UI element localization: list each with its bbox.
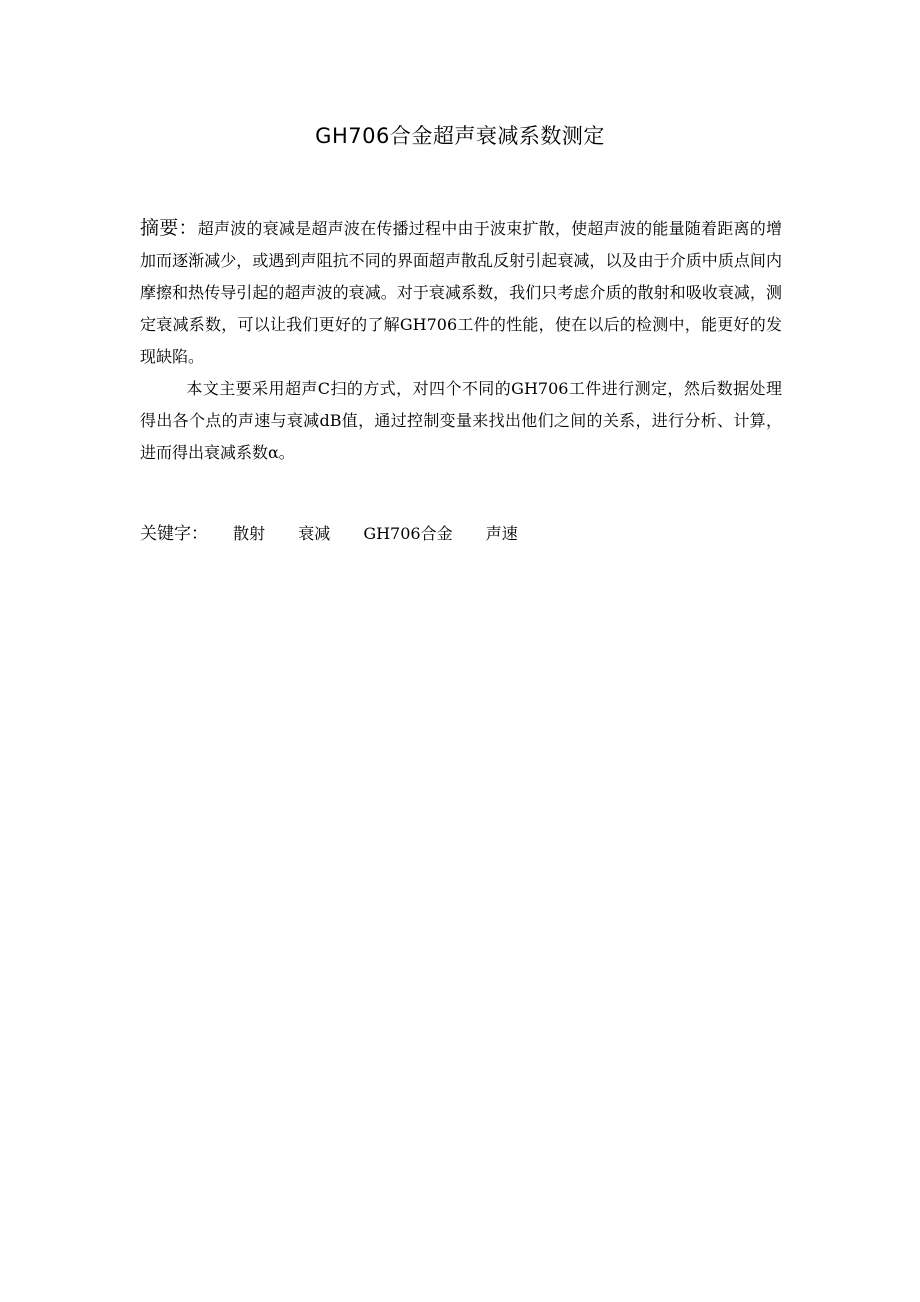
abstract-paragraph-2: 本文主要采用超声C扫的方式，对四个不同的GH706工件进行测定，然后数据处理得出各个点的声速与衰减dB值，通过控制变量来找出他们之间的关系，进行分析、计算，进而得出衰减系数α。 (140, 379, 782, 462)
keyword-item: 散射 (233, 524, 266, 543)
keywords-label: 关键字： (140, 524, 208, 544)
document-title: GH706合金超声衰减系数测定 (315, 124, 605, 148)
abstract-section (140, 212, 782, 469)
keywords-section (140, 518, 782, 550)
abstract-label: 摘要： (140, 217, 198, 239)
abstract-paragraph-1 (140, 212, 782, 373)
abstract-text-1: 超声波的衰减是超声波在传播过程中由于波束扩散，使超声波的能量随着距离的增加而逐渐减少，或遇到声阻抗不同的界面超声散乱反射引起衰减，以及由于介质中质点间内摩擦和热传导引起的超声波的衰减。对于衰减系数，我们只考虑介质的散射和吸收衰减，测定衰减系数，可以让我们更好的了解GH706工件的性能，使在以后的检测中，能更好的发现缺陷。 (140, 219, 782, 366)
keyword-item: 衰减 (298, 524, 331, 543)
keyword-item: GH706合金 (363, 524, 453, 543)
keyword-item: 声速 (485, 524, 518, 543)
